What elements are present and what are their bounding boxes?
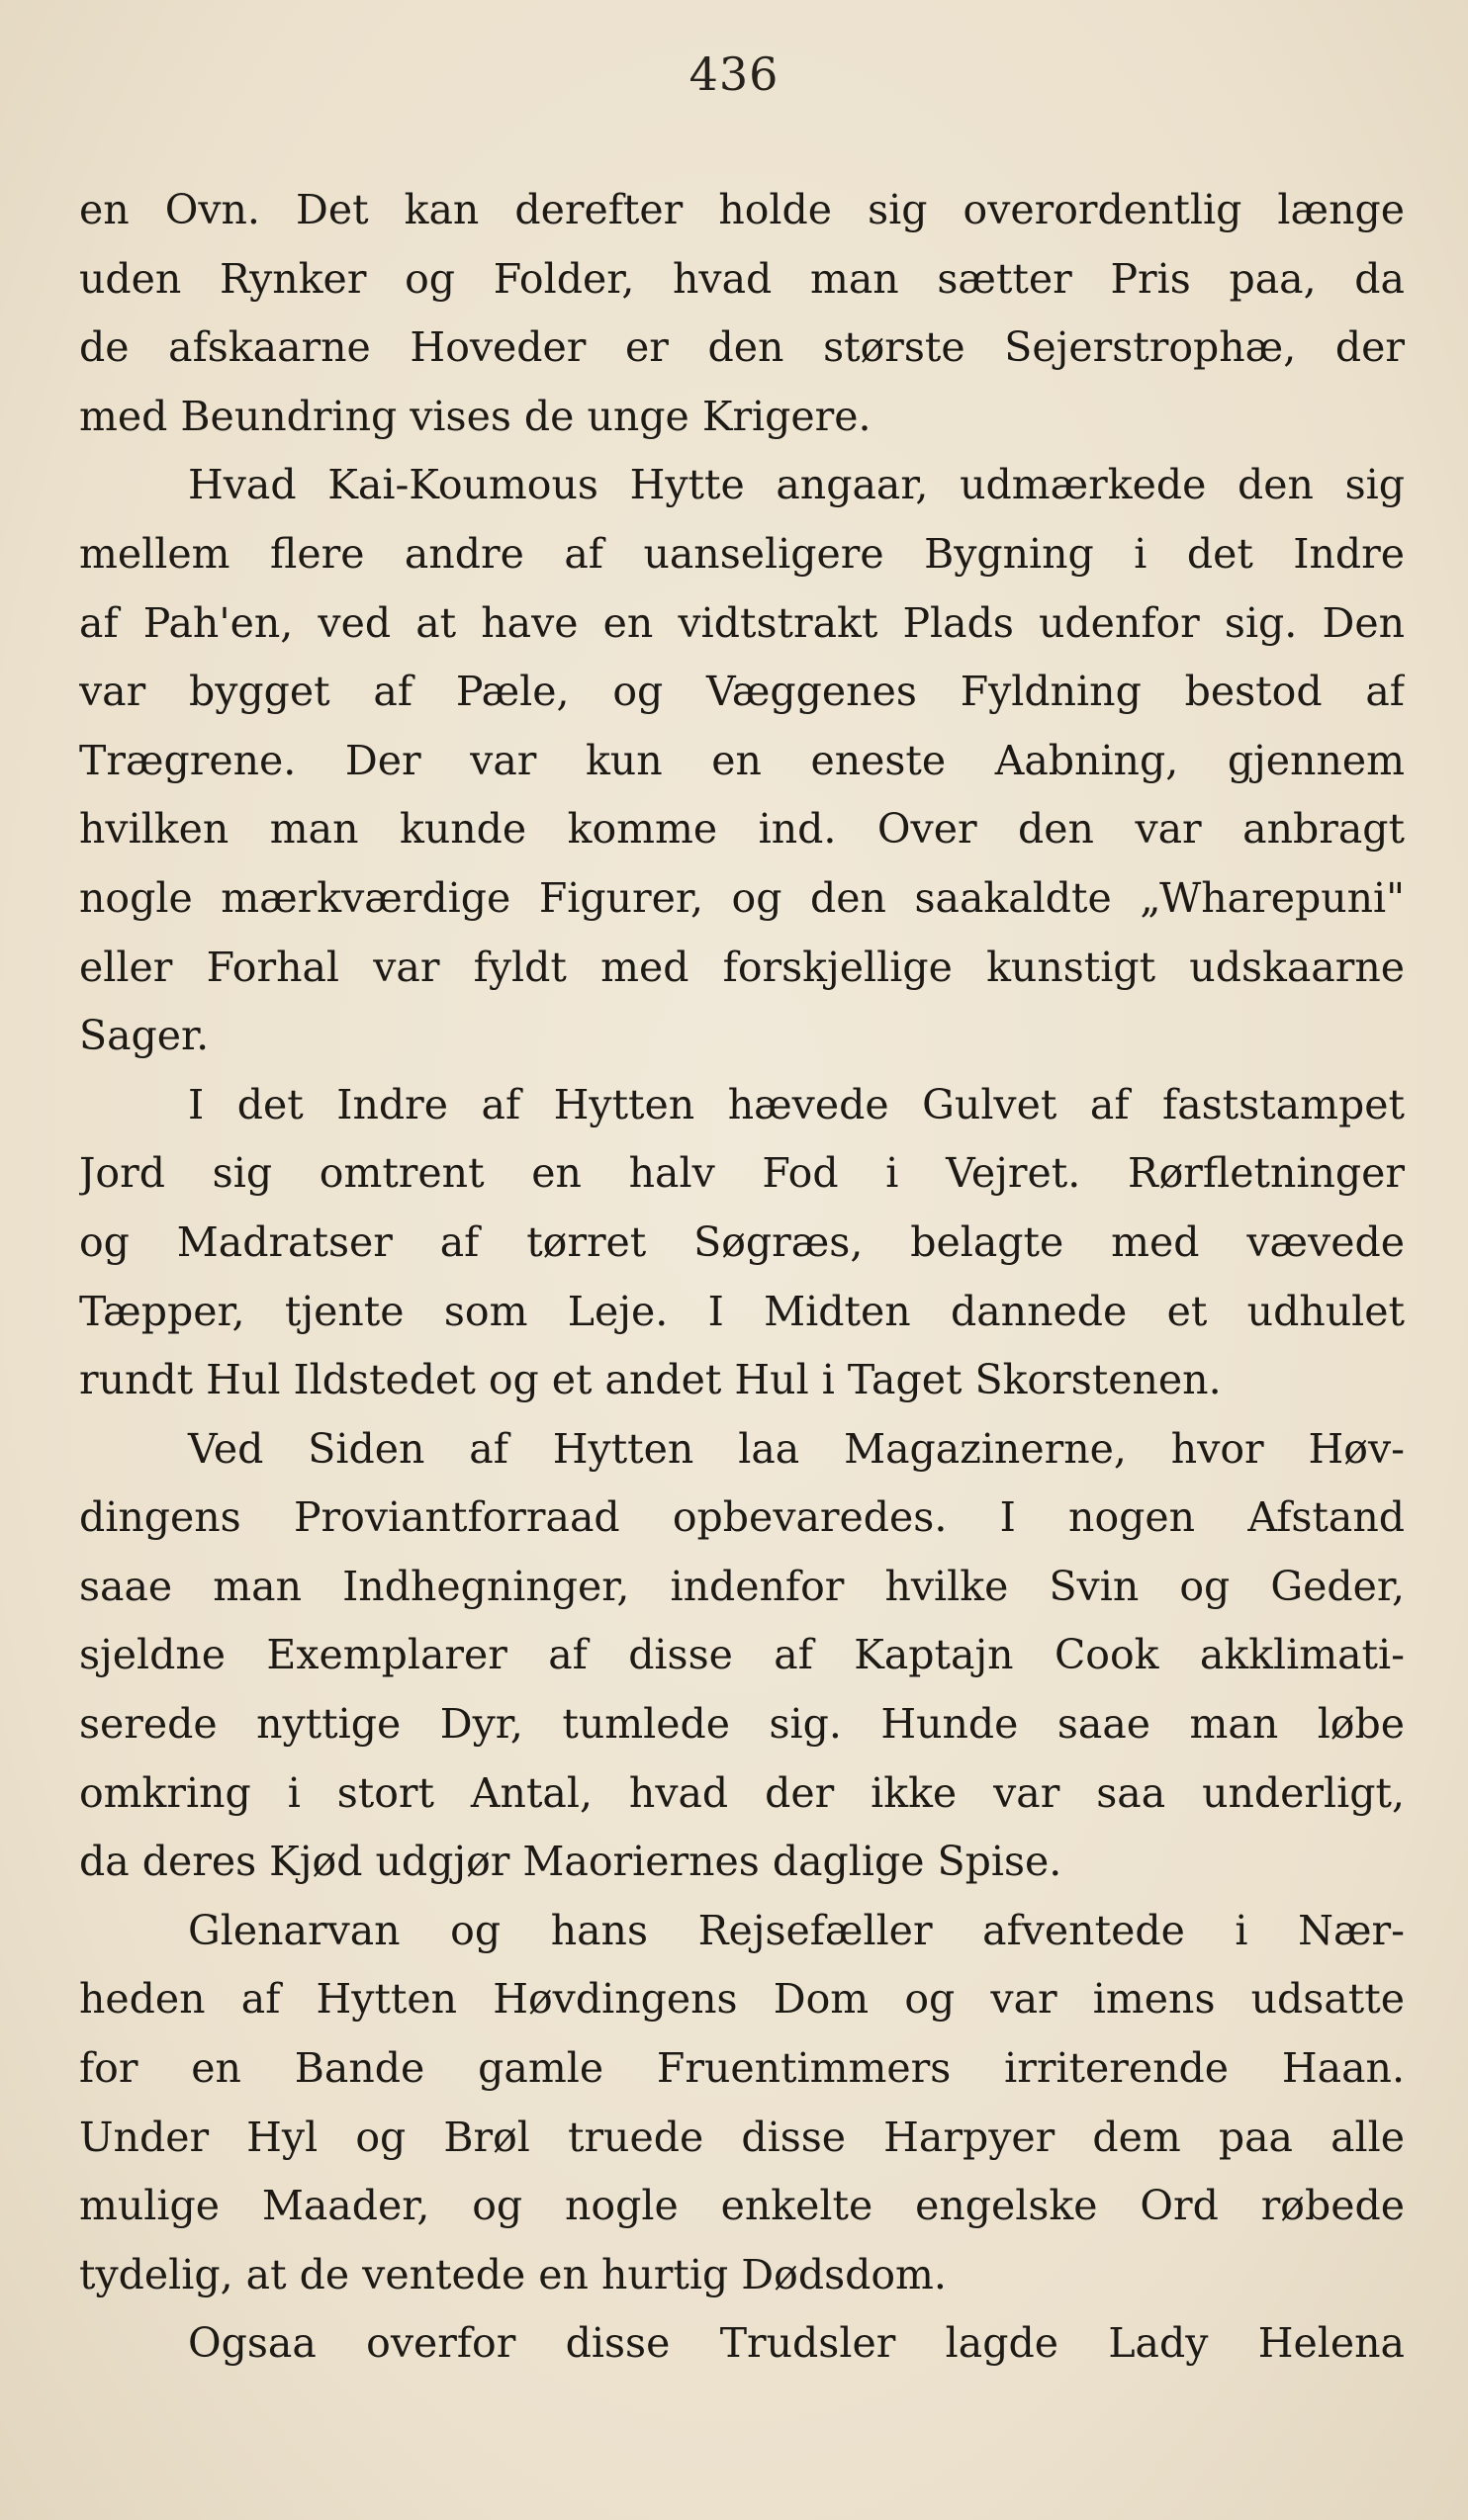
- text-line: en Ovn. Det kan derefter holde sig overordentlig længe: [79, 186, 1405, 233]
- text-line: de afskaarne Hoveder er den største Sejerstrophæ, der: [79, 323, 1405, 372]
- text-line: I det Indre af Hytten hævede Gulvet af faststampet: [188, 1080, 1405, 1128]
- text-line: Ogsaa overfor disse Trudsler lagde Lady Helena: [188, 2319, 1405, 2368]
- text-line: Hvad Kai-Koumous Hytte angaar, udmærkede den sig: [188, 461, 1405, 509]
- text-line: saae man Indhegninger, indenfor hvilke Svin og Geder,: [79, 1562, 1405, 1610]
- text-line: Jord sig omtrent en halv Fod i Vejret. Rørfletninger: [79, 1149, 1405, 1198]
- text-line: omkring i stort Antal, hvad der ikke var saa underligt,: [79, 1768, 1405, 1817]
- text-line: rundt Hul Ildstedet og et andet Hul i Taget Skorstenen.: [79, 1356, 1222, 1404]
- text-line: uden Rynker og Folder, hvad man sætter Pris paa, da: [79, 254, 1405, 303]
- text-line: hvilken man kunde komme ind. Over den var anbragt: [79, 805, 1405, 854]
- text-line: dingens Proviantforraad opbevaredes. I nogen Afstand: [79, 1493, 1405, 1542]
- text-line: af Pah'en, ved at have en vidtstrakt Plads udenfor sig. Den: [79, 598, 1405, 647]
- text-line: Tæpper, tjente som Leje. I Midten dannede et udhulet: [79, 1287, 1405, 1335]
- text-line: heden af Hytten Høvdingens Dom og var imens udsatte: [79, 1975, 1405, 2024]
- body-text: [79, 176, 1405, 2379]
- text-line: nogle mærkværdige Figurer, og den saakaldte „Wharepuni": [79, 873, 1405, 922]
- text-line: tydelig, at de ventede en hurtig Dødsdom.: [79, 2250, 947, 2298]
- text-line: Under Hyl og Brøl truede disse Harpyer dem paa alle: [79, 2113, 1405, 2161]
- text-line: serede nyttige Dyr, tumlede sig. Hunde saae man løbe: [79, 1700, 1405, 1749]
- text-line: og Madratser af tørret Søgræs, belagte med vævede: [79, 1217, 1405, 1266]
- page-number: 436: [688, 47, 780, 101]
- text-line: mulige Maader, og nogle enkelte engelske Ord røbede: [79, 2182, 1405, 2230]
- text-line: Glenarvan og hans Rejsefæller afventede i Nær-: [188, 1906, 1405, 1954]
- text-line: med Beundring vises de unge Krigere.: [79, 392, 872, 440]
- text-line: sjeldne Exemplarer af disse af Kaptajn Cook akklimati-: [79, 1631, 1405, 1679]
- text-line: Ved Siden af Hytten laa Magazinerne, hvor Høv-: [188, 1424, 1405, 1473]
- text-line: Trægrene. Der var kun en eneste Aabning, gjennem: [79, 736, 1405, 784]
- text-line: Sager.: [79, 1012, 210, 1060]
- text-line: for en Bande gamle Fruentimmers irriterende Haan.: [79, 2044, 1405, 2093]
- text-line: eller Forhal var fyldt med forskjellige kunstigt udskaarne: [79, 943, 1405, 991]
- text-line: mellem flere andre af uanseligere Bygning i det Indre: [79, 529, 1405, 578]
- text-line: da deres Kjød udgjør Maoriernes daglige Spise.: [79, 1838, 1062, 1886]
- text-line: var bygget af Pæle, og Væggenes Fyldning bestod af: [79, 668, 1405, 716]
